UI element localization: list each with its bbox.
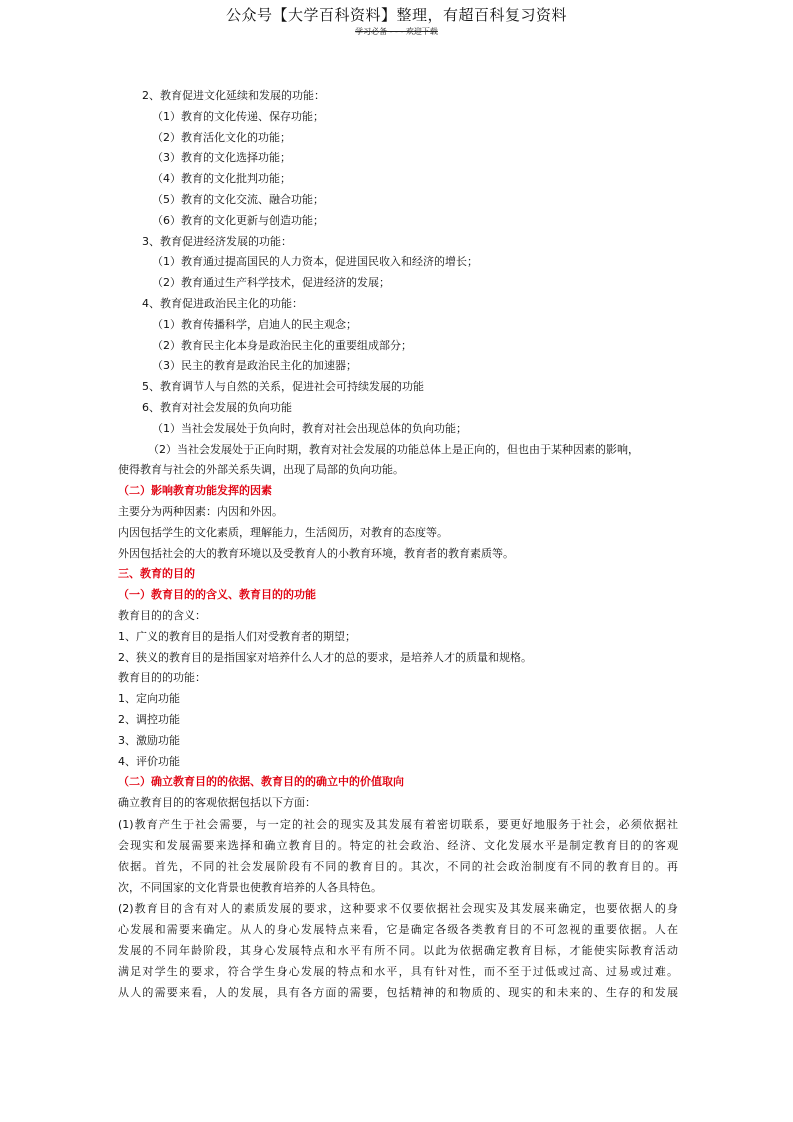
- text-line: 主要分为两种因素：内因和外因。: [118, 504, 283, 518]
- paragraph-line: (2)教育目的含有对人的素质发展的要求，这种要求不仅要依据社会现实及其发展来确定，也要依据人的身: [118, 901, 678, 915]
- text-line: 内因包括学生的文化素质，理解能力，生活阅历，对教育的态度等。: [118, 525, 448, 539]
- list-item: 3、激励功能: [118, 733, 180, 747]
- section-title-economy: 3、教育促进经济发展的功能：: [142, 234, 292, 248]
- paragraph-individual-basis: [118, 898, 678, 1003]
- list-item: （4）教育的文化批判功能；: [152, 172, 291, 186]
- list-item: （1）教育传播科学，启迪人的民主观念；: [152, 317, 357, 331]
- list-item: （5）教育的文化交流、融合功能；: [152, 192, 324, 206]
- list-item: （1）教育的文化传递、保存功能；: [152, 109, 324, 123]
- text-line: 教育目的的功能：: [118, 671, 206, 685]
- list-item: （1）教育通过提高国民的人力资本，促进国民收入和经济的增长；: [152, 255, 478, 269]
- paragraph-line: 发展的不同年龄阶段，其身心发展特点和水平有所不同。以此为依据确定教育目标，才能使实际教育活动: [118, 943, 678, 957]
- list-item-continuation: 使得教育与社会的外部关系失调，出现了局部的负向功能。: [118, 463, 404, 477]
- list-item: 2、调控功能: [118, 712, 180, 726]
- list-item: （1）当社会发展处于负向时，教育对社会出现总体的负向功能；: [152, 421, 467, 435]
- document-body: [118, 86, 678, 1003]
- section-title-negative: 6、教育对社会发展的负向功能: [142, 400, 292, 414]
- subheading-aims-basis: （二）确立教育目的的依据、教育目的的确立中的价值取向: [118, 775, 404, 789]
- list-item: 2、狭义的教育目的是指国家对培养什么人才的总的要求，是培养人才的质量和规格。: [118, 650, 532, 664]
- paragraph-line: 从人的需要来看，人的发展，具有各方面的需要，包括精神的和物质的、现实的和未来的、生存的和发展: [118, 985, 678, 999]
- paragraph-line: 会现实和发展需要来选择和确立教育目的。特定的社会政治、经济、文化发展水平是制定教育目的的客观: [118, 838, 678, 852]
- list-item: 1、广义的教育目的是指人们对受教育者的期望；: [118, 629, 356, 643]
- paragraph-line: 心发展和需要来确定。从人的身心发展特点来看，它是确定各级各类教育目的不可忽视的重要依据。人在: [118, 922, 678, 936]
- list-item: （6）教育的文化更新与创造功能；: [152, 213, 324, 227]
- heading-aims: 三、教育的目的: [118, 567, 195, 581]
- header-subtitle: [0, 26, 793, 37]
- paragraph-line: 满足对学生的要求，符合学生身心发展的特点和水平，具有针对性，而不至于过低或过高、过易或过难。: [118, 964, 678, 978]
- list-item: 4、评价功能: [118, 754, 180, 768]
- paragraph-line: 次，不同国家的文化背景也使教育培养的人各具特色。: [118, 880, 382, 894]
- list-item: 1、定向功能: [118, 692, 180, 706]
- text-line: 教育目的的含义：: [118, 608, 206, 622]
- paragraph-line: 依据。首先，不同的社会发展阶段有不同的教育目的。其次，不同的社会政治制度有不同的教育目的。再: [118, 859, 678, 873]
- subheading-aims-meaning: （一）教育目的的含义、教育目的的功能: [118, 588, 316, 602]
- section-title-politics: 4、教育促进政治民主化的功能：: [142, 296, 303, 310]
- list-item: （2）教育民主化本身是政治民主化的重要组成部分；: [152, 338, 412, 352]
- list-item: （2）当社会发展处于正向时期，教育对社会发展的功能总体上是正向的，但也由于某种因素的影响，: [148, 442, 639, 456]
- heading-factors: （二）影响教育功能发挥的因素: [118, 484, 272, 498]
- list-item: （2）教育通过生产科学技术，促进经济的发展；: [152, 276, 390, 290]
- text-line: 外因包括社会的大的教育环境以及受教育人的小教育环境，教育者的教育素质等。: [118, 546, 514, 560]
- list-item: （3）民主的教育是政治民主化的加速器；: [152, 359, 357, 373]
- section-title-culture: 2、教育促进文化延续和发展的功能：: [142, 89, 325, 102]
- text-line: 确立教育目的的客观依据包括以下方面：: [118, 796, 316, 810]
- paragraph-social-basis: [118, 814, 678, 898]
- list-item: （3）教育的文化选择功能；: [152, 151, 291, 165]
- header-banner: 公众号【大学百科资料】整理，有超百科复习资料: [225, 6, 567, 24]
- list-item: （2）教育活化文化的功能；: [152, 130, 291, 144]
- header-subtitle-text: 学习必备 - - - 欢迎下载: [355, 27, 438, 36]
- section-title-nature: 5、教育调节人与自然的关系，促进社会可持续发展的功能: [142, 380, 424, 394]
- paragraph-line: (1)教育产生于社会需要，与一定的社会的现实及其发展有着密切联系，要更好地服务于社会，必须依据社: [118, 817, 678, 831]
